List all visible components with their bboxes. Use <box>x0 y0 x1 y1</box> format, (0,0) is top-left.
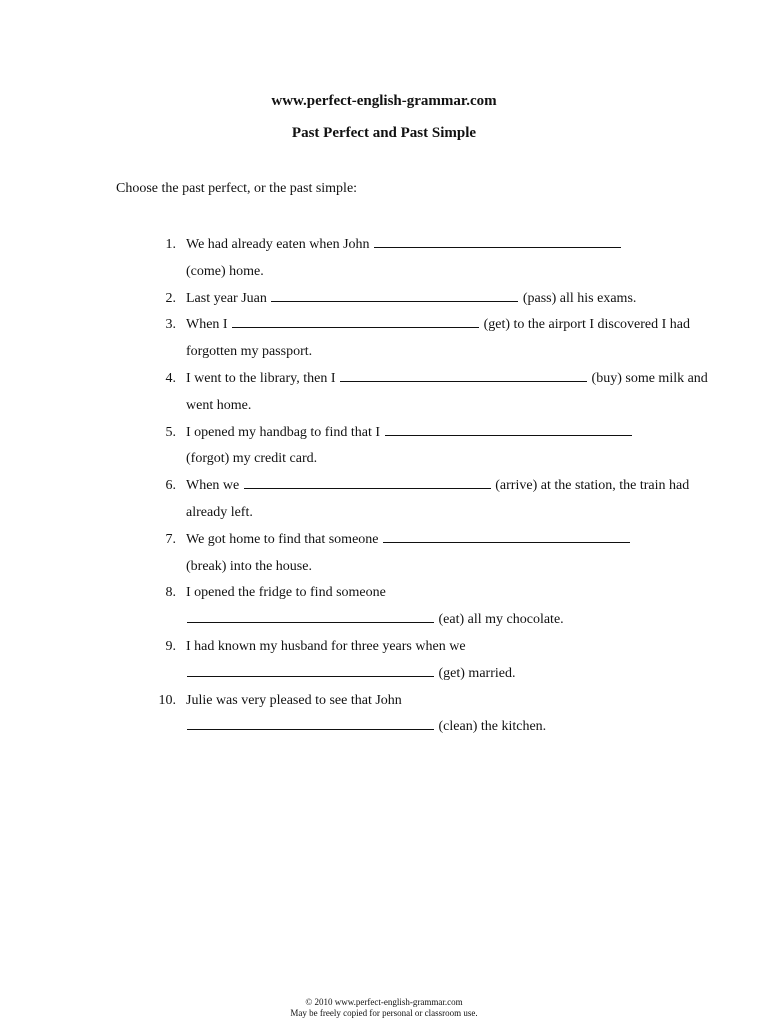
question-text-before: When we <box>186 478 240 494</box>
question-number: 10. <box>158 692 176 708</box>
question-text-before: I opened my handbag to find that I <box>186 424 381 440</box>
answer-blank[interactable] <box>340 380 587 382</box>
question-item <box>150 366 710 420</box>
answer-blank[interactable] <box>232 326 479 328</box>
site-url-heading: www.perfect-english-grammar.com <box>271 93 497 109</box>
page-title: Past Perfect and Past Simple <box>291 125 477 141</box>
answer-blank[interactable] <box>187 621 434 623</box>
question-text-after: (get) to the airport I discovered I had forgotten my passport. <box>186 317 691 360</box>
question-text-after: (eat) all my chocolate. <box>438 612 564 628</box>
question-number: 5. <box>165 424 176 440</box>
question-number: 3. <box>165 317 176 333</box>
question-item <box>150 312 710 366</box>
question-number: 6. <box>165 478 176 494</box>
usage-notice: May be freely copied for personal or classroom use. <box>290 1008 478 1018</box>
question-text-before: I opened the fridge to find someone <box>186 585 386 601</box>
question-text-before: Last year Juan <box>186 290 267 306</box>
question-number: 2. <box>165 290 176 306</box>
copyright-footer <box>0 997 768 1019</box>
question-item <box>150 634 710 688</box>
question-item <box>150 473 710 527</box>
question-text-before: Julie was very pleased to see that John <box>186 692 402 708</box>
question-number: 1. <box>165 237 176 252</box>
answer-blank[interactable] <box>374 246 621 248</box>
question-item <box>150 527 710 581</box>
question-item <box>150 420 710 474</box>
answer-blank[interactable] <box>187 675 434 677</box>
question-text-before: We had already eaten when John <box>186 237 370 252</box>
question-text-after: (clean) the kitchen. <box>438 719 547 735</box>
question-text-after: (arrive) at the station, the train had already left. <box>186 478 690 520</box>
question-text-after: (get) married. <box>438 665 516 681</box>
answer-blank[interactable] <box>385 434 632 436</box>
question-text-before: When I <box>186 317 228 333</box>
question-text-after: (come) home. <box>186 263 264 279</box>
question-number: 8. <box>165 585 176 601</box>
answer-blank[interactable] <box>271 300 518 302</box>
question-number: 9. <box>165 638 176 654</box>
question-text-after: (break) into the house. <box>186 558 312 574</box>
question-text-after: (pass) all his exams. <box>522 290 637 306</box>
question-item <box>150 688 710 742</box>
question-text-after: (forgot) my credit card. <box>186 451 318 467</box>
answer-blank[interactable] <box>187 728 434 730</box>
answer-blank[interactable] <box>244 487 491 489</box>
question-item <box>150 286 710 313</box>
question-text-after: (buy) some milk and went home. <box>186 370 708 413</box>
question-text-before: I went to the library, then I <box>186 370 336 386</box>
answer-blank[interactable] <box>383 541 630 543</box>
question-list <box>150 232 710 741</box>
question-item <box>150 232 710 286</box>
question-item <box>150 580 710 634</box>
question-text-before: We got home to find that someone <box>186 531 379 547</box>
question-number: 4. <box>165 370 176 386</box>
copyright-line: © 2010 www.perfect-english-grammar.com <box>305 997 463 1007</box>
question-text-before: I had known my husband for three years when we <box>186 638 466 654</box>
instructions-text: Choose the past perfect, or the past simple: <box>116 181 358 196</box>
question-number: 7. <box>165 531 176 547</box>
